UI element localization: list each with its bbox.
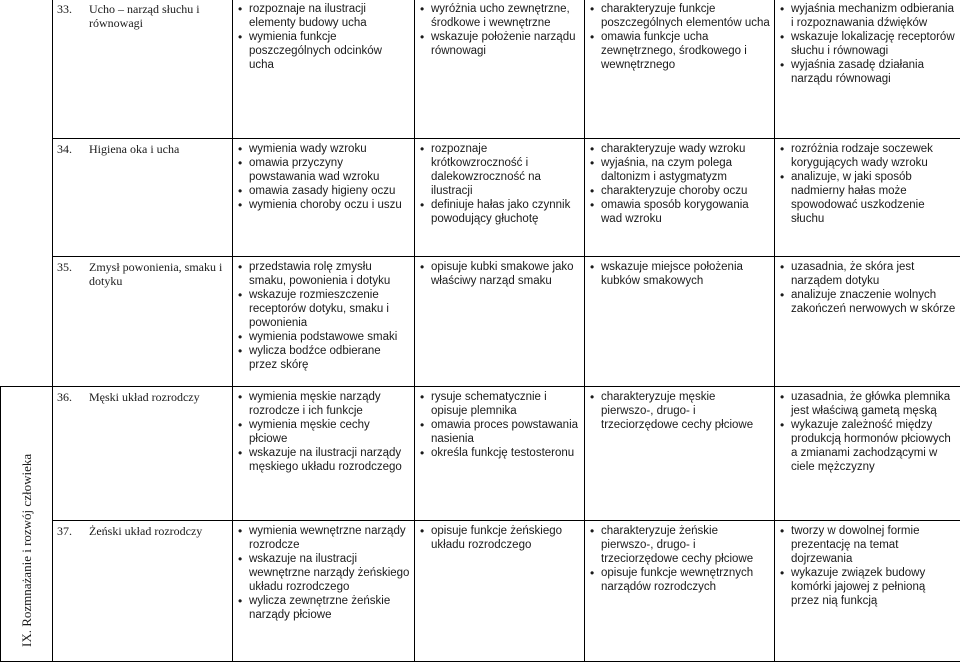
requirement-item: • analizuje znaczenie wolnych zakończeń nerwowych w skórze [779,288,956,316]
lesson-topic: Żeński układ rozrodczy [89,524,224,538]
topic-cell [53,521,233,662]
requirement-item: • charakteryzuje męskie pierwszo-, drugo- i trzeciorzędowe cechy płciowe [589,390,770,432]
requirement-item: • charakteryzuje żeńskie pierwszo-, drugo- i trzeciorzędowe cechy płciowe [589,524,770,566]
requirement-cell-grade4 [585,521,775,662]
requirement-item: • omawia zasady higieny oczu [237,184,410,198]
section-cell: IX. Rozmnażanie i rozwój człowieka [1,387,53,662]
requirement-item: • wskazuje lokalizację receptorów słuchu i równowagi [779,30,956,58]
lesson-topic: Ucho – narząd słuchu i równowagi [89,2,224,30]
requirement-item: • wskazuje miejsce położenia kubków smakowych [589,260,770,288]
requirement-cell-grade5 [775,139,960,257]
requirement-cell-grade4 [585,0,775,139]
requirement-item: • rozpoznaje na ilustracji elementy budowy ucha [237,2,410,30]
requirement-cell-grade5 [775,387,960,521]
requirement-item: • charakteryzuje funkcje poszczególnych elementów ucha [589,2,770,30]
requirement-item: • wskazuje na ilustracji narządy męskiego układu rozrodczego [237,446,410,474]
table-row [1,139,960,257]
requirement-item: • omawia proces powstawania nasienia [419,418,580,446]
requirement-item: • przedstawia rolę zmysłu smaku, powonienia i dotyku [237,260,410,288]
requirement-item: • definiuje hałas jako czynnik powodujący głuchotę [419,198,580,226]
table-row [1,521,960,662]
requirement-item: • wymienia choroby oczu i uszu [237,198,410,212]
requirement-item: • wyjaśnia mechanizm odbierania i rozpoznawania dźwięków [779,2,956,30]
requirement-list [779,390,956,474]
lesson-number: 37. [57,524,89,538]
topic-cell [53,139,233,257]
requirement-list [589,390,770,432]
requirement-item: • opisuje funkcje wewnętrznych narządów rozrodczych [589,566,770,594]
requirement-cell-grade2 [233,257,415,387]
requirement-item: • wylicza bodźce odbierane przez skórę [237,344,410,372]
requirement-list [589,142,770,226]
requirement-item: • analizuje, w jaki sposób nadmierny hałas może spowodować uszkodzenie słuchu [779,170,956,226]
requirement-item: • wskazuje położenie narządu równowagi [419,30,580,58]
section-cell-empty [1,0,53,139]
requirement-item: • wymienia funkcje poszczególnych odcinków ucha [237,30,410,72]
requirement-item: • wymienia wewnętrzne narządy rozrodcze [237,524,410,552]
topic-cell [53,257,233,387]
table-row [1,387,960,521]
lesson-number: 36. [57,390,89,404]
requirement-cell-grade5 [775,257,960,387]
requirement-cell-grade3 [415,0,585,139]
table-row [1,257,960,387]
requirement-item: • omawia sposób korygowania wad wzroku [589,198,770,226]
requirement-cell-grade2 [233,0,415,139]
topic-cell [53,0,233,139]
requirement-cell-grade2 [233,139,415,257]
requirement-item: • wyjaśnia, na czym polega daltonizm i astygmatyzm [589,156,770,184]
requirement-list [419,524,580,552]
requirement-cell-grade3 [415,139,585,257]
section-cell-empty [1,257,53,387]
requirement-list [419,260,580,288]
requirement-item: • wykazuje zależność między produkcją hormonów płciowych a zmianami zachodzącymi w ciele mężczyzny [779,418,956,474]
requirement-item: • rozpoznaje krótkowzroczność i dalekowzroczność na ilustracji [419,142,580,198]
requirement-cell-grade3 [415,521,585,662]
table-row [1,0,960,139]
requirement-cell-grade3 [415,387,585,521]
requirement-item: • wymienia męskie cechy płciowe [237,418,410,446]
requirement-cell-grade2 [233,387,415,521]
requirement-list [237,260,410,372]
requirement-list [419,142,580,226]
requirement-list [779,260,956,316]
requirement-list [779,524,956,608]
requirement-item: • omawia przyczyny powstawania wad wzroku [237,156,410,184]
requirement-cell-grade4 [585,257,775,387]
requirement-cell-grade5 [775,0,960,139]
requirement-item: • rozróżnia rodzaje soczewek korygujących wady wzroku [779,142,956,170]
requirement-item: • omawia funkcje ucha zewnętrznego, środkowego i wewnętrznego [589,30,770,72]
requirement-item: • wymienia podstawowe smaki [237,330,410,344]
requirement-item: • tworzy w dowolnej formie prezentację na temat dojrzewania [779,524,956,566]
requirement-cell-grade4 [585,139,775,257]
lesson-topic: Higiena oka i ucha [89,142,224,156]
lesson-topic: Męski układ rozrodczy [89,390,224,404]
section-cell-empty [1,139,53,257]
requirement-item: • wymienia męskie narządy rozrodcze i ich funkcje [237,390,410,418]
lesson-topic: Zmysł powonienia, smaku i dotyku [89,260,224,288]
lesson-number: 33. [57,2,89,16]
requirement-list [589,524,770,594]
requirement-item: • uzasadnia, że skóra jest narządem dotyku [779,260,956,288]
requirement-list [779,142,956,226]
requirement-item: • opisuje funkcje żeńskiego układu rozrodczego [419,524,580,552]
requirement-item: • charakteryzuje choroby oczu [589,184,770,198]
requirement-item: • wylicza zewnętrzne żeńskie narządy płciowe [237,594,410,622]
requirement-item: • wykazuje związek budowy komórki jajowej z pełnioną przez nią funkcją [779,566,956,608]
requirement-list [237,142,410,212]
lesson-number: 35. [57,260,89,274]
requirement-item: • określa funkcję testosteronu [419,446,580,460]
requirement-list [589,2,770,72]
requirement-list [419,390,580,460]
requirement-item: • wyjaśnia zasadę działania narządu równowagi [779,58,956,86]
requirement-item: • opisuje kubki smakowe jako właściwy narząd smaku [419,260,580,288]
requirement-list [237,390,410,474]
requirement-cell-grade4 [585,387,775,521]
requirement-list [237,524,410,622]
requirement-item: • wyróżnia ucho zewnętrzne, środkowe i wewnętrzne [419,2,580,30]
lesson-number: 34. [57,142,89,156]
requirement-list [419,2,580,58]
requirement-list [237,2,410,72]
requirement-cell-grade5 [775,521,960,662]
requirement-cell-grade3 [415,257,585,387]
topic-cell [53,387,233,521]
requirement-list [589,260,770,288]
requirement-item: • rysuje schematycznie i opisuje plemnika [419,390,580,418]
requirement-item: • wskazuje na ilustracji wewnętrzne narządy żeńskiego układu rozrodczego [237,552,410,594]
requirement-item: • wskazuje rozmieszczenie receptorów dotyku, smaku i powonienia [237,288,410,330]
requirement-item: • charakteryzuje wady wzroku [589,142,770,156]
requirement-item: • wymienia wady wzroku [237,142,410,156]
requirement-item: • uzasadnia, że główka plemnika jest właściwą gametą męską [779,390,956,418]
requirement-list [779,2,956,86]
requirement-cell-grade2 [233,521,415,662]
